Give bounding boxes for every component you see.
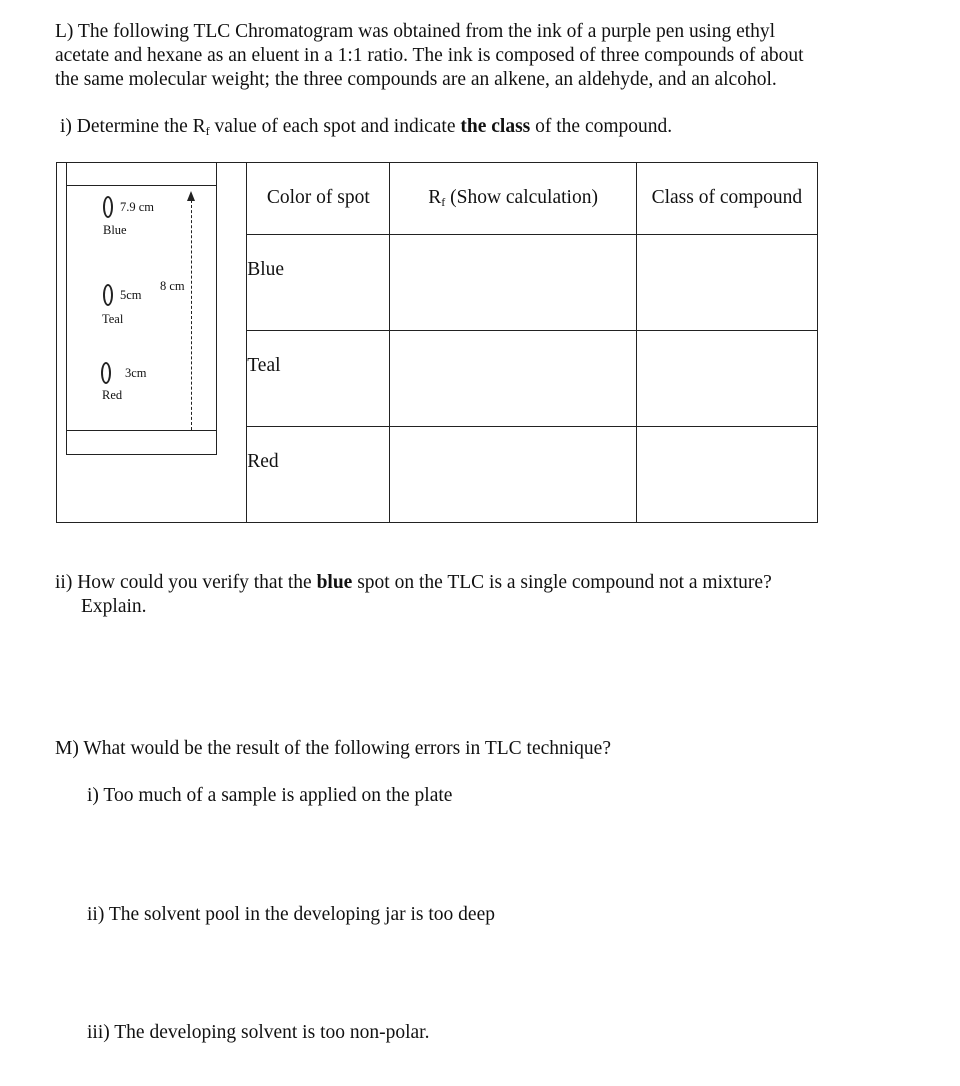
header-rf-subscript: f xyxy=(441,195,446,209)
header-rf-label xyxy=(390,163,635,210)
row-color-label: Red xyxy=(247,451,279,472)
row-color-cell xyxy=(247,235,390,331)
row-class-cell[interactable] xyxy=(636,235,817,331)
red-spot-icon xyxy=(101,362,111,384)
question-l-ii-prefix: ii) How could you verify that the xyxy=(55,572,317,593)
blue-spot-label: Blue xyxy=(103,223,127,237)
question-l-ii xyxy=(55,571,772,595)
row-rf-value xyxy=(390,235,635,259)
row-rf-cell[interactable] xyxy=(390,331,636,427)
row-rf-cell[interactable] xyxy=(390,427,636,523)
intro-line-3: the same molecular weight; the three compounds are an alkene, an aldehyde, and an alcohol. xyxy=(55,69,777,90)
teal-spot-label: Teal xyxy=(102,312,124,326)
row-color-cell xyxy=(247,331,390,427)
intro-line-1: L) The following TLC Chromatogram was obtained from the ink of a purple pen using ethyl xyxy=(55,21,776,42)
row-class-cell[interactable] xyxy=(636,331,817,427)
row-class-value xyxy=(637,427,817,451)
teal-spot-icon xyxy=(103,284,113,306)
row-color-cell xyxy=(247,427,390,523)
row-class-value xyxy=(637,331,817,355)
row-rf-value xyxy=(390,331,635,355)
teal-spot-distance: 5cm xyxy=(120,288,142,302)
row-color-label: Teal xyxy=(247,355,281,376)
row-rf-value xyxy=(390,427,635,451)
header-rf-prefix: R xyxy=(428,187,442,208)
plate-top-edge xyxy=(66,185,217,186)
question-l-ii-bold: blue xyxy=(316,572,353,593)
intro-line-2: acetate and hexane as an eluent in a 1:1 ratio. The ink is composed of three compounds of about xyxy=(55,45,804,66)
part-l-intro xyxy=(55,20,875,92)
part-m-item-3: iii) The developing solvent is too non-polar. xyxy=(87,1022,430,1043)
header-class-label: Class of compound xyxy=(651,187,803,208)
part-m-title: M) What would be the result of the following errors in TLC technique? xyxy=(55,738,611,759)
header-class xyxy=(636,163,817,235)
row-color-label: Blue xyxy=(247,259,285,280)
question-l-ii-suffix: spot on the TLC is a single compound not a mixture? xyxy=(352,572,772,593)
question-l-i-suffix: of the compound. xyxy=(530,116,673,137)
header-rf-suffix: (Show calculation) xyxy=(445,187,598,208)
header-rf xyxy=(390,163,636,235)
question-l-i-bold: the class xyxy=(460,116,531,137)
rf-subscript: f xyxy=(205,124,210,138)
red-spot-label: Red xyxy=(102,388,123,402)
red-spot-distance: 3cm xyxy=(125,366,147,380)
question-l-i-middle: value of each spot and indicate xyxy=(209,116,461,137)
question-l-i-prefix: i) Determine the R xyxy=(60,116,206,137)
solvent-front-distance: 8 cm xyxy=(160,279,185,293)
row-class-value xyxy=(637,235,817,259)
blue-spot-icon xyxy=(103,196,113,218)
header-color xyxy=(247,163,390,235)
question-l-ii-line-2: Explain. xyxy=(81,596,147,617)
header-color-label: Color of spot xyxy=(266,187,370,208)
part-m-item-1: i) Too much of a sample is applied on the plate xyxy=(87,785,453,806)
blue-spot-distance: 7.9 cm xyxy=(120,200,155,214)
row-rf-cell[interactable] xyxy=(390,235,636,331)
question-l-i xyxy=(60,115,672,143)
solvent-distance-line xyxy=(191,200,192,430)
plate-baseline xyxy=(66,430,217,431)
row-class-cell[interactable] xyxy=(636,427,817,523)
part-m-item-2: ii) The solvent pool in the developing jar is too deep xyxy=(87,904,495,925)
